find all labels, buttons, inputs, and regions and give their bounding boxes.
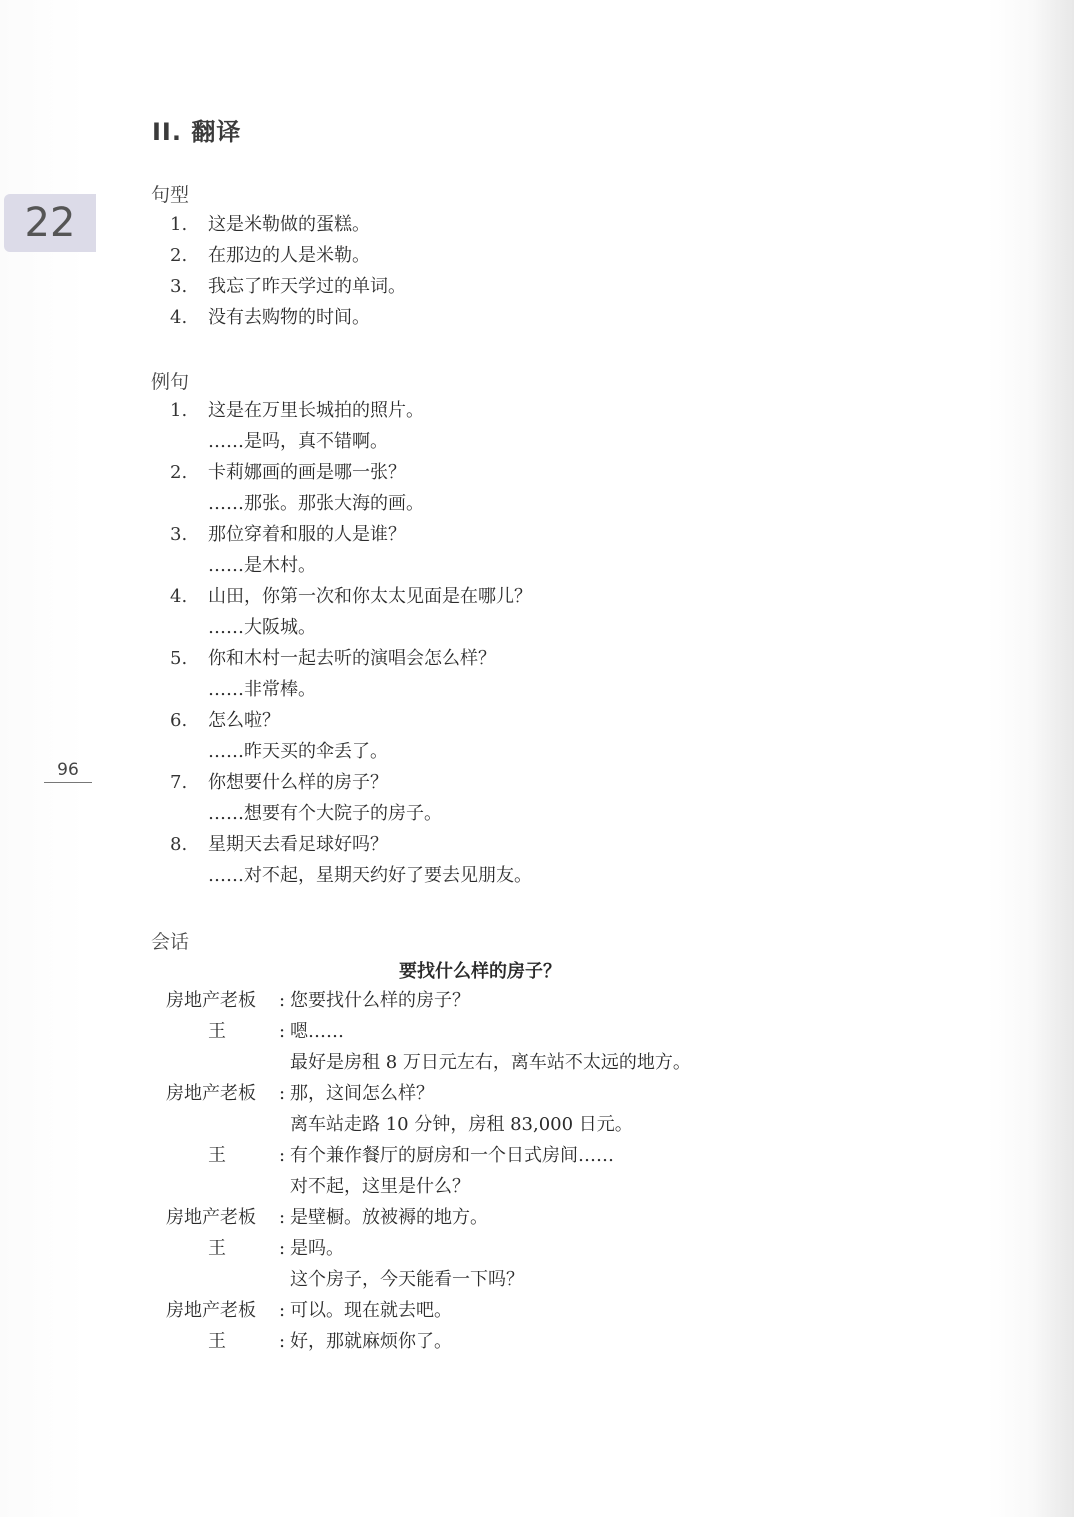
dialog-line bbox=[166, 1078, 691, 1109]
speaker-colon: : bbox=[278, 1300, 286, 1321]
examples-heading: 例句 bbox=[151, 371, 190, 393]
dialog-line bbox=[166, 1202, 691, 1233]
item-number: 2. bbox=[170, 245, 188, 266]
dialog-text: 嗯…… bbox=[290, 1021, 344, 1042]
speaker-colon: : bbox=[278, 1083, 286, 1104]
question-text: 山田，你第一次和你太太见面是在哪儿？ bbox=[208, 586, 532, 607]
example-answer: ……是吗，真不错啊。 bbox=[208, 431, 388, 452]
page-edge-shadow bbox=[1034, 0, 1074, 1517]
dialog-text: 那，这间怎么样？ bbox=[290, 1083, 434, 1104]
example-answer: ……那张。那张大海的画。 bbox=[208, 493, 424, 514]
chapter-tab: 22 bbox=[4, 194, 96, 252]
example-answer: ……是木村。 bbox=[208, 555, 316, 576]
item-number: 8. bbox=[170, 834, 188, 855]
speaker-colon: : bbox=[278, 1238, 286, 1259]
section-title: II. 翻译 bbox=[152, 118, 242, 146]
speaker-name: 房地产老板 bbox=[166, 1083, 256, 1104]
example-answer: ……非常棒。 bbox=[208, 679, 316, 700]
example-question bbox=[170, 705, 532, 736]
dialog-line bbox=[166, 1233, 691, 1264]
example-answer: ……大阪城。 bbox=[208, 617, 316, 638]
example-question bbox=[170, 519, 532, 550]
question-text: 你想要什么样的房子？ bbox=[208, 772, 388, 793]
dialog-line bbox=[166, 1295, 691, 1326]
item-number: 6. bbox=[170, 710, 188, 731]
page-number: 96 bbox=[44, 760, 92, 783]
example-answer: ……昨天买的伞丢了。 bbox=[208, 741, 388, 762]
dialog-text: 有个兼作餐厅的厨房和一个日式房间…… bbox=[290, 1145, 614, 1166]
speaker-name: 王 bbox=[208, 1021, 226, 1042]
examples-list bbox=[170, 395, 532, 891]
item-number: 1. bbox=[170, 214, 188, 235]
example-answer: ……对不起，星期天约好了要去见朋友。 bbox=[208, 865, 532, 886]
item-text: 在那边的人是米勒。 bbox=[208, 245, 370, 266]
question-text: 星期天去看足球好吗？ bbox=[208, 834, 388, 855]
question-text: 怎么啦？ bbox=[208, 710, 280, 731]
item-number: 4. bbox=[170, 586, 188, 607]
speaker-name: 房地产老板 bbox=[166, 1207, 256, 1228]
item-number: 1. bbox=[170, 400, 188, 421]
conversation-title: 要找什么样的房子？ bbox=[399, 961, 561, 982]
list-item bbox=[170, 240, 406, 271]
dialog-text: 是吗。 bbox=[290, 1238, 344, 1259]
example-question bbox=[170, 829, 532, 860]
speaker-colon: : bbox=[278, 990, 286, 1011]
item-number: 7. bbox=[170, 772, 188, 793]
example-question bbox=[170, 643, 532, 674]
dialog-text: 好，那就麻烦你了。 bbox=[290, 1331, 452, 1352]
item-text: 没有去购物的时间。 bbox=[208, 307, 370, 328]
speaker-colon: : bbox=[278, 1145, 286, 1166]
example-answer: ……想要有个大院子的房子。 bbox=[208, 803, 442, 824]
dialog-continuation: 对不起，这里是什么？ bbox=[290, 1176, 470, 1197]
dialog-text: 您要找什么样的房子？ bbox=[290, 990, 470, 1011]
dialog-line bbox=[166, 1016, 691, 1047]
speaker-name: 王 bbox=[208, 1238, 226, 1259]
example-question bbox=[170, 457, 532, 488]
speaker-name: 房地产老板 bbox=[166, 1300, 256, 1321]
dialog-line bbox=[166, 1140, 691, 1171]
sentence-patterns-list bbox=[170, 209, 406, 333]
example-question bbox=[170, 581, 532, 612]
question-text: 那位穿着和服的人是谁？ bbox=[208, 524, 406, 545]
item-number: 3. bbox=[170, 276, 188, 297]
list-item bbox=[170, 302, 406, 333]
speaker-colon: : bbox=[278, 1021, 286, 1042]
speaker-colon: : bbox=[278, 1331, 286, 1352]
example-question bbox=[170, 767, 532, 798]
conversation-heading: 会话 bbox=[151, 931, 190, 953]
item-number: 2. bbox=[170, 462, 188, 483]
sentence-patterns-heading: 句型 bbox=[151, 184, 190, 206]
speaker-colon: : bbox=[278, 1207, 286, 1228]
dialog-line bbox=[166, 1326, 691, 1357]
dialog-text: 是壁橱。放被褥的地方。 bbox=[290, 1207, 488, 1228]
speaker-name: 王 bbox=[208, 1145, 226, 1166]
speaker-name: 王 bbox=[208, 1331, 226, 1352]
dialog-continuation: 这个房子，今天能看一下吗？ bbox=[290, 1269, 524, 1290]
item-number: 5. bbox=[170, 648, 188, 669]
item-text: 我忘了昨天学过的单词。 bbox=[208, 276, 406, 297]
speaker-name: 房地产老板 bbox=[166, 990, 256, 1011]
list-item bbox=[170, 271, 406, 302]
conversation-dialog bbox=[166, 985, 691, 1357]
item-text: 这是米勒做的蛋糕。 bbox=[208, 214, 370, 235]
item-number: 3. bbox=[170, 524, 188, 545]
question-text: 卡莉娜画的画是哪一张？ bbox=[208, 462, 406, 483]
item-number: 4. bbox=[170, 307, 188, 328]
dialog-continuation: 最好是房租 8 万日元左右，离车站不太远的地方。 bbox=[290, 1052, 691, 1073]
example-question bbox=[170, 395, 532, 426]
dialog-line bbox=[166, 985, 691, 1016]
list-item bbox=[170, 209, 406, 240]
question-text: 你和木村一起去听的演唱会怎么样？ bbox=[208, 648, 496, 669]
dialog-text: 可以。现在就去吧。 bbox=[290, 1300, 452, 1321]
dialog-continuation: 离车站走路 10 分钟，房租 83,000 日元。 bbox=[290, 1114, 633, 1135]
question-text: 这是在万里长城拍的照片。 bbox=[208, 400, 424, 421]
